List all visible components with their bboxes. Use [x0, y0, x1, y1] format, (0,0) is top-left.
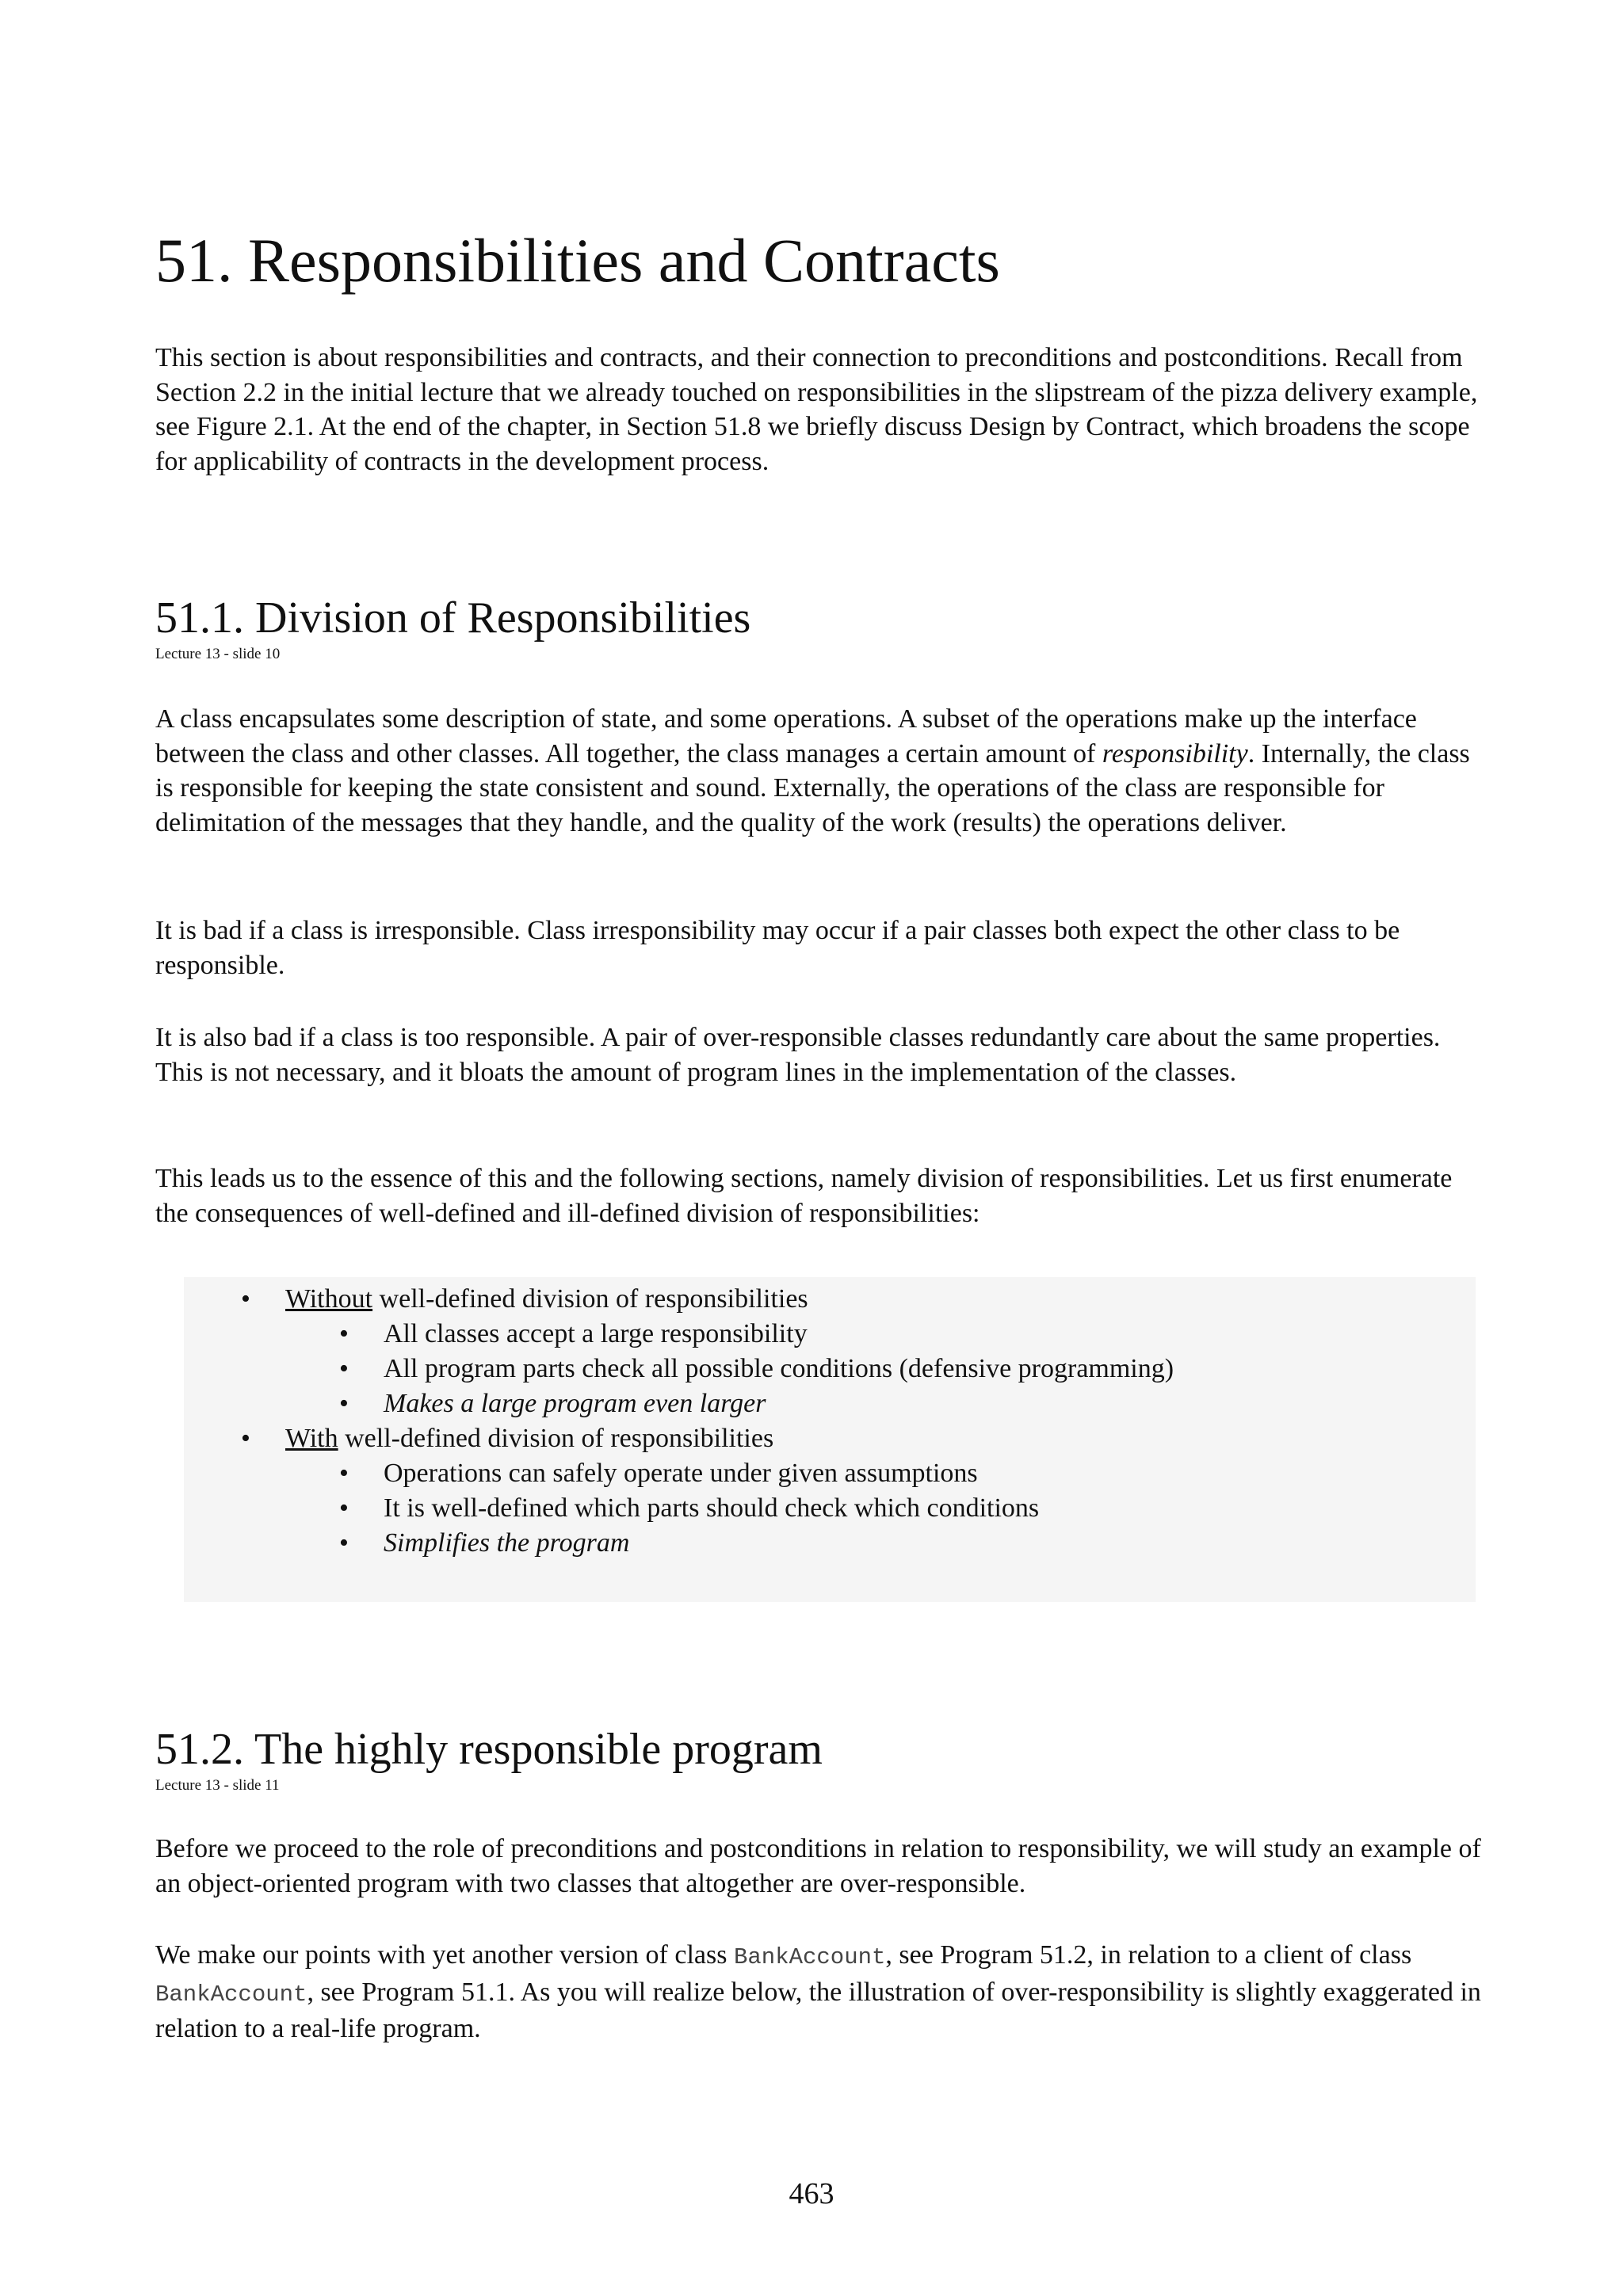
- paragraph: [155, 1938, 1487, 2046]
- list-item-text: Simplifies the program: [384, 1528, 630, 1558]
- list-item-without: [184, 1282, 1476, 1317]
- section-51-2-paragraph-1: [155, 1832, 1487, 1901]
- paragraph-text: A class encapsulates some description of state, and some operations. A subset of the operations make up the interface between the class and other classes. All together, the class manages a certain amount of: [155, 704, 1417, 769]
- slide-reference: Lecture 13 - slide 10: [155, 646, 281, 662]
- with-label: With: [285, 1424, 338, 1453]
- summary-list: [184, 1277, 1476, 1561]
- without-label: Without: [285, 1284, 373, 1314]
- paragraph-text: , see Program 51.1. As you will realize below, the illustration of over-responsibility is slightly exaggerated in relation to a real-life program.: [155, 1977, 1481, 2043]
- list-item-text: Operations can safely operate under given assumptions: [384, 1459, 978, 1488]
- list-item: [184, 1491, 1476, 1526]
- paragraph: It is bad if a class is irresponsible. Class irresponsibility may occur if a pair classes both expect the other class to be responsible.: [155, 916, 1400, 980]
- list-item-text: All program parts check all possible conditions (defensive programming): [384, 1354, 1174, 1383]
- chapter-intro-block: [155, 341, 1487, 479]
- paragraph: This leads us to the essence of this and the following sections, namely division of responsibilities. Let us first enumerate the consequences of well-defined and ill-defined division of responsibilities:: [155, 1164, 1453, 1228]
- section-51-1-paragraph-1: [155, 702, 1487, 840]
- bullet-icon: •: [339, 1493, 349, 1523]
- section-51-2-paragraph-2: [155, 1938, 1487, 2046]
- list-item: [184, 1526, 1476, 1561]
- list-item: [184, 1456, 1476, 1491]
- list-item: [184, 1386, 1476, 1421]
- section-51-1-header: [155, 593, 1487, 662]
- code-bankaccount: BankAccount: [733, 1944, 886, 1970]
- list-item: [184, 1352, 1476, 1386]
- bullet-icon: •: [339, 1528, 349, 1558]
- bullet-icon: •: [339, 1389, 349, 1418]
- bullet-icon: •: [241, 1284, 250, 1314]
- list-item-text: It is well-defined which parts should check which conditions: [384, 1493, 1040, 1523]
- with-text: well-defined division of responsibilities: [338, 1424, 774, 1453]
- paragraph-text: We make our points with yet another version of class: [155, 1940, 734, 1970]
- without-text: well-defined division of responsibilities: [372, 1284, 808, 1314]
- chapter-intro-paragraph: This section is about responsibilities and contracts, and their connection to preconditions and postconditions. Recall from Section 2.2 in the initial lecture that we already touched on responsibilities in the slipstream of the pizza delivery example, see Figure 2.1. At the end of the chapter, in Section 51.8 we briefly discuss Design by Contract, which broadens the scope for applicability of contracts in the development process.: [155, 343, 1478, 476]
- code-bankaccount: BankAccount: [155, 1981, 307, 2008]
- page-number: 463: [789, 2177, 834, 2210]
- list-item-with: [184, 1421, 1476, 1456]
- section-51-1-paragraph-3: [155, 1020, 1487, 1089]
- bullet-icon: •: [339, 1459, 349, 1488]
- list-item: [184, 1317, 1476, 1352]
- list-item-text: All classes accept a large responsibility: [384, 1319, 808, 1348]
- section-title: 51.1. Division of Responsibilities: [155, 593, 751, 643]
- bullet-icon: •: [241, 1424, 250, 1453]
- emphasis-responsibility: responsibility: [1102, 738, 1248, 769]
- section-51-1-paragraph-2: [155, 913, 1487, 982]
- summary-box: [184, 1277, 1476, 1602]
- section-51-1-paragraph-4: [155, 1161, 1487, 1230]
- bullet-icon: •: [339, 1354, 349, 1383]
- list-item-text: Makes a large program even larger: [384, 1389, 766, 1418]
- bullet-icon: •: [339, 1319, 349, 1348]
- section-title: 51.2. The highly responsible program: [155, 1725, 823, 1774]
- paragraph: It is also bad if a class is too responsible. A pair of over-responsible classes redundantly care about the same properties. This is not necessary, and it bloats the amount of program lines in the implementation of the classes.: [155, 1023, 1441, 1087]
- slide-reference: Lecture 13 - slide 11: [155, 1777, 280, 1794]
- chapter-title: 51. Responsibilities and Contracts: [155, 226, 1000, 295]
- paragraph-text: . Internally, the class is responsible for keeping the state consistent and sound. Externally, the operations of the class are responsible for delimitation of the messages that they handle, and the quality of the work (results) the operations deliver.: [155, 738, 1470, 837]
- paragraph: [155, 702, 1487, 840]
- paragraph-text: , see Program 51.2, in relation to a client of class: [885, 1940, 1412, 1970]
- section-51-2-header: [155, 1727, 1487, 1793]
- paragraph: Before we proceed to the role of preconditions and postconditions in relation to responsibility, we will study an example of an object-oriented program with two classes that altogether are over-responsible.: [155, 1834, 1481, 1898]
